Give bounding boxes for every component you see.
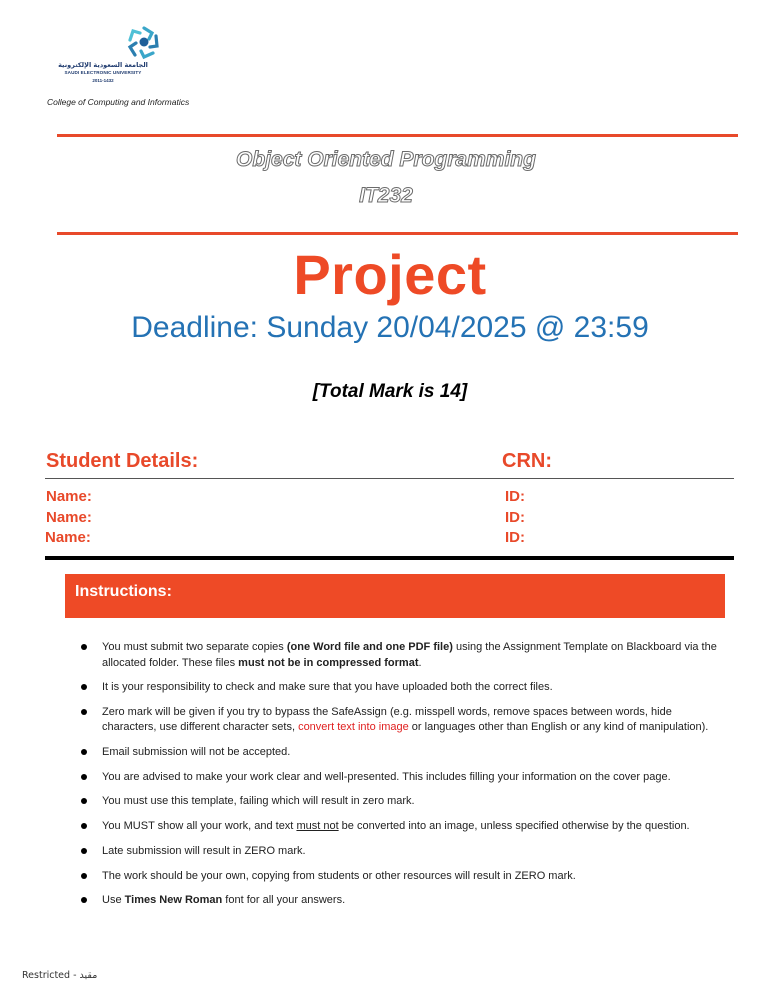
instruction-text: font for all your answers. bbox=[222, 894, 346, 907]
student-details-rule bbox=[45, 478, 734, 479]
instruction-text: You must submit two separate copies bbox=[102, 641, 287, 653]
instruction-item bbox=[80, 844, 720, 860]
total-mark: [Total Mark is 14] bbox=[312, 381, 468, 402]
university-logo-icon bbox=[124, 24, 164, 60]
instruction-item bbox=[80, 869, 720, 885]
instruction-text: You MUST show all your work, and text bbox=[102, 820, 297, 833]
instruction-text: You must use this template, failing which will result in zero mark. bbox=[102, 795, 415, 808]
instruction-item bbox=[80, 680, 720, 696]
instruction-text: must not bbox=[296, 820, 339, 833]
student-details-heading: Student Details: bbox=[46, 450, 199, 472]
instruction-item bbox=[80, 770, 720, 786]
name-label-2: Name: bbox=[46, 509, 92, 526]
name-label-1: Name: bbox=[46, 488, 92, 505]
classification-label: Restricted - مقيد bbox=[22, 970, 98, 981]
college-name: College of Computing and Informatics bbox=[47, 97, 190, 107]
instruction-text: or languages other than English or any kind of manipulation). bbox=[408, 721, 709, 734]
instruction-item bbox=[80, 640, 720, 671]
instruction-text: It is your responsibility to check and make sure that you have uploaded both the correct files. bbox=[102, 681, 553, 694]
instruction-text: Late submission will result in ZERO mark. bbox=[102, 844, 306, 857]
instruction-text: convert text into image bbox=[298, 721, 409, 734]
instruction-text: . bbox=[418, 656, 422, 669]
top-divider bbox=[57, 134, 738, 137]
instruction-item bbox=[80, 745, 720, 761]
instruction-item bbox=[80, 893, 720, 909]
logo-year-text: 2011-1432 bbox=[92, 78, 114, 83]
instruction-text: (one Word file and one PDF file) bbox=[286, 641, 453, 653]
instruction-text: Email submission will not be accepted. bbox=[102, 746, 291, 759]
deadline-text: Deadline: Sunday 20/04/2025 @ 23:59 bbox=[131, 311, 649, 344]
crn-label: CRN: bbox=[502, 450, 552, 472]
instruction-text: You are advised to make your work clear and well-presented. This includes filling your information on the cover page. bbox=[102, 770, 671, 783]
id-label-1: ID: bbox=[505, 488, 525, 505]
instruction-text: Zero mark will be given if you try to bypass the SafeAssign (e.g. misspell words, remove spaces between words, hide characters, use different character sets, bbox=[102, 705, 672, 734]
id-label-2: ID: bbox=[505, 509, 525, 526]
course-code: IT232 bbox=[359, 184, 413, 207]
instructions-heading: Instructions: bbox=[75, 583, 172, 600]
instruction-item bbox=[80, 705, 720, 736]
instruction-text: be converted into an image, unless specified otherwise by the question. bbox=[338, 820, 690, 833]
instruction-item bbox=[80, 819, 720, 835]
instruction-item bbox=[80, 794, 720, 810]
instruction-text: must not be in compressed format bbox=[238, 656, 419, 669]
instruction-text: The work should be your own, copying from students or other resources will result in ZERO mark. bbox=[102, 869, 576, 882]
bottom-divider bbox=[57, 232, 738, 235]
instruction-text: Use bbox=[102, 894, 125, 907]
id-label-3: ID: bbox=[505, 529, 525, 546]
instructions-list bbox=[80, 640, 720, 918]
instruction-text: using the Assignment Template on Blackboard via the allocated folder. These files bbox=[102, 641, 717, 669]
project-title: Project bbox=[293, 243, 487, 306]
instruction-text: Times New Roman bbox=[124, 894, 223, 907]
logo-english-text: SAUDI ELECTRONIC UNIVERSITY bbox=[64, 70, 142, 75]
logo-arabic-text: الجامعة السعودية الإلكترونية bbox=[58, 61, 148, 69]
instructions-banner bbox=[65, 574, 725, 618]
course-title: Object Oriented Programming bbox=[236, 148, 536, 171]
name-label-3: Name: bbox=[45, 529, 91, 546]
student-details-bottom-rule bbox=[45, 556, 734, 560]
